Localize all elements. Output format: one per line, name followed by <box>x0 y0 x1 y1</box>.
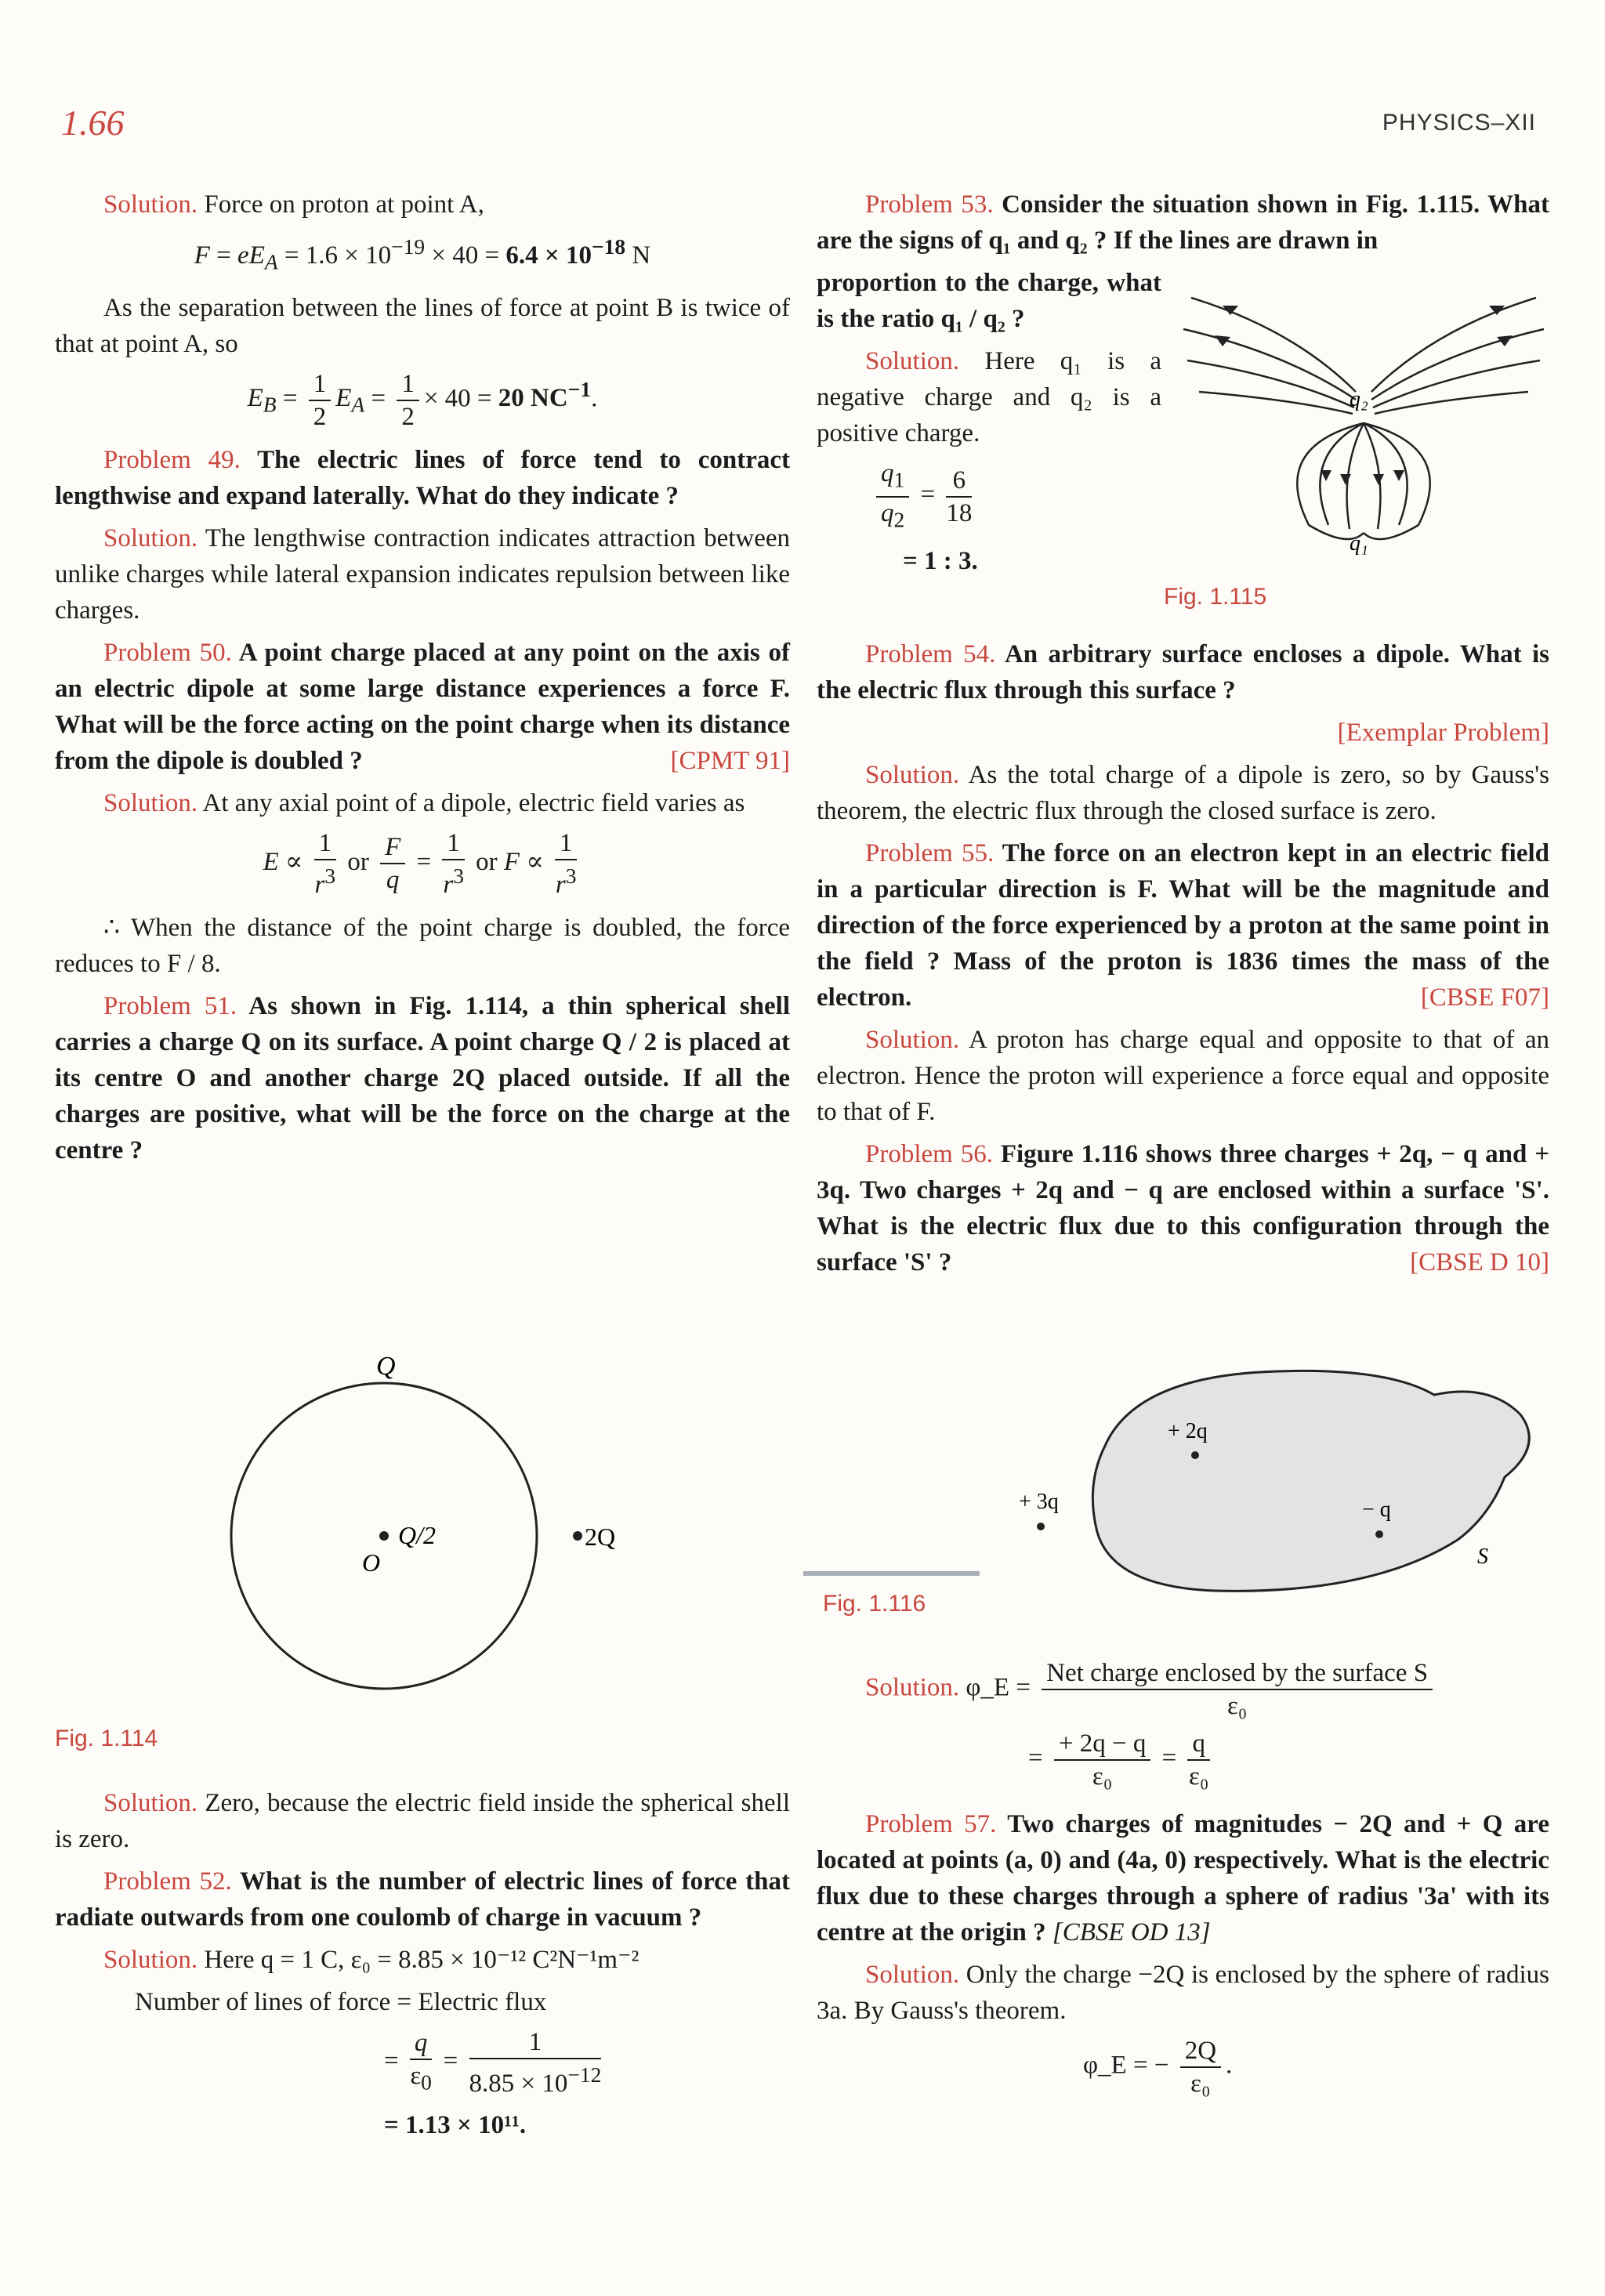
figure-1-114 <box>204 1348 643 1716</box>
problem-text: As shown in Fig. 1.114, a thin spherical shell carries a charge Q on its surface. A point charge Q / 2 is placed at its centre O and another charge 2Q placed outside. If all the charges are positive, what will be the force on the charge at the centre ? <box>55 991 791 1164</box>
left-column-lower <box>55 1785 790 2151</box>
solution-text: Only the charge −2Q is enclosed by the sphere of radius 3a. By Gauss's theorem. <box>817 1961 1550 2025</box>
solution-label: Solution. <box>865 1961 960 1989</box>
equation-denominator: ε₀ <box>1189 1762 1209 1791</box>
charge-2q-label: + 2q <box>1168 1419 1208 1443</box>
right-column-mid <box>817 636 1549 1287</box>
equation-numerator: Net charge enclosed by the surface S <box>1042 1657 1433 1690</box>
equation-denominator: ε₀ <box>1190 2070 1211 2098</box>
charge-minus-q-label: − q <box>1362 1497 1391 1522</box>
problem-55 <box>817 835 1549 1016</box>
problem-text: Figure 1.116 shows three charges + 2q, − q and + 3q. Two charges + 2q and − q are enclosed within a surface 'S'. What is the electric flux due to this configuration through the surface 'S' ? <box>817 1140 1550 1277</box>
equation-proportional: E ∝ $\frac{1}{r^3}$ or $\frac{F}{q}$ = $\frac{1}{r^3}$ or F ∝ $\frac{1}{r^3}$ <box>263 828 577 899</box>
problem-49 <box>55 442 790 514</box>
solution-label: Solution. <box>103 523 198 552</box>
running-head: PHYSICS–XII <box>1382 110 1536 136</box>
problem-label: Problem 51. <box>103 991 237 1020</box>
solution-text: Here q₁ is a negative charge and q₂ is a positive charge. <box>817 347 1161 447</box>
solution-label: Solution. <box>865 1673 960 1702</box>
source-tag: [CBSE F07] <box>1420 983 1549 1012</box>
source-tag: [Exemplar Problem] <box>1337 719 1549 747</box>
equation-numerator: 2Q <box>1180 2035 1221 2068</box>
source-line-54 <box>817 715 1549 751</box>
solution-label: Solution. <box>103 1946 198 1974</box>
equation-denominator: ε₀ <box>1092 1762 1113 1791</box>
solution-text-2: Number of lines of force = Electric flux <box>135 1988 547 2016</box>
solution-48 <box>55 187 790 223</box>
problem-text: An arbitrary surface encloses a dipole. What is the electric flux through this surface ? <box>817 640 1550 704</box>
equation-denominator: ε₀ <box>1226 1692 1248 1720</box>
solution-56 <box>865 1657 1549 1722</box>
solution-52 <box>55 1942 790 1978</box>
outside-charge-label: 2Q <box>585 1523 616 1551</box>
solution-label: Solution. <box>865 761 960 789</box>
solution-text: Force on proton at point A, <box>204 190 484 219</box>
right-column-lower <box>817 1657 1549 2106</box>
problem-53 <box>817 187 1549 259</box>
source-tag: [CPMT 91] <box>670 746 790 775</box>
equation-lhs: φ_E = − <box>1083 2051 1169 2080</box>
q1-label: q₁ <box>1350 531 1368 556</box>
solution-label: Solution. <box>865 1026 960 1054</box>
problem-label: Problem 56. <box>865 1140 993 1168</box>
equation-eb: $E_B$ = $\frac{1}{2}$ $E_A$ = $\frac{1}{2}$ × 40 = 20 $NC^{-1}$. <box>247 369 598 431</box>
solution-text: The lengthwise contraction indicates attraction between unlike charges while lateral expansion indicates repulsion between like charges. <box>55 523 791 625</box>
equation-result: = 1.13 × 10¹¹. <box>384 2111 527 2139</box>
problem-50 <box>55 635 790 779</box>
solution-54 <box>817 757 1549 829</box>
solution-57 <box>817 1957 1549 2029</box>
problem-57 <box>817 1806 1549 1950</box>
solution-50 <box>55 785 790 821</box>
shell-charge-label: Q <box>376 1352 396 1381</box>
gaussian-surface <box>1092 1371 1529 1591</box>
problem-label: Problem 57. <box>865 1810 997 1838</box>
problem-54 <box>817 636 1549 708</box>
charge-minus-q-dot <box>1375 1530 1383 1538</box>
figure-caption-1-115: Fig. 1.115 <box>1164 584 1267 610</box>
problem-label: Problem 54. <box>865 640 996 668</box>
charge-3q-label: + 3q <box>1019 1490 1059 1514</box>
problem-52 <box>55 1863 790 1936</box>
problem-text: The force on an electron kept in an electric field in a particular direction is F. What will be the magnitude and direction of the force experienced by a proton at the same point in the field ? Mass of the proton is 1836 times the mass of the electron. <box>817 839 1549 1012</box>
left-column <box>55 187 790 1175</box>
source-tag: [CBSE OD 13] <box>1052 1918 1211 1947</box>
equation-flux: = $\frac{q}{\varepsilon_0}$ = $\frac{1}{8.85 \times 10^{-12}}$ <box>384 2028 602 2098</box>
solution-text: Here q = 1 C, ε₀ = 8.85 × 10⁻¹² C²N⁻¹m⁻² <box>204 1946 639 1974</box>
center-charge-dot <box>379 1531 389 1541</box>
problem-text: What is the number of electric lines of force that radiate outwards from one coulomb of charge in vacuum ? <box>55 1867 790 1932</box>
problem-text: Two charges of magnitudes − 2Q and + Q are located at points (a, 0) and (4a, 0) respectively. What is the electric flux due to these charges through a sphere of radius '3a' with its centre at the origin ? <box>817 1810 1549 1947</box>
problem-text-2: proportion to the charge, what is the ratio q₁ / q₂ ? <box>817 269 1161 333</box>
figure-caption-1-116: Fig. 1.116 <box>823 1591 926 1617</box>
solution-text-2: ∴ When the distance of the point charge is doubled, the force reduces to F / 8. <box>55 913 790 978</box>
figure-rule <box>803 1571 980 1576</box>
figure-1-115 <box>1176 274 1552 556</box>
equation-numerator: + 2q − q <box>1054 1728 1150 1761</box>
equation-flux-57: φ_E = − $\frac{2Q}{\text{ε₀}}$ . <box>1083 2037 1233 2098</box>
equation-force: $F = eE_A = 1.6 \times 10^{-19} \times 40 = 6.4 \times 10^{-18}$ N <box>194 234 651 274</box>
solution-label: Solution. <box>865 347 960 375</box>
problem-text: The electric lines of force tend to contract lengthwise and expand laterally. What do they indicate ? <box>55 445 790 510</box>
solution-53 <box>817 343 1161 451</box>
q2-label: q₂ <box>1350 387 1368 411</box>
outside-charge-dot <box>573 1531 582 1541</box>
solution-49 <box>55 520 790 628</box>
equation-lhs: φ_E = <box>966 1673 1031 1702</box>
problem-label: Problem 52. <box>103 1867 232 1896</box>
problem-label: Problem 50. <box>103 638 232 667</box>
equation-numerator: q <box>1187 1728 1210 1761</box>
equation-ratio: $\frac{q_1}{q_2}$ = $\frac{6}{18}$ <box>871 458 1549 535</box>
surface-label: S <box>1477 1545 1488 1569</box>
charge-2q-dot <box>1191 1451 1199 1459</box>
problem-text: Consider the situation shown in Fig. 1.115. What are the signs of q₁ and q₂ ? If the lines are drawn in <box>817 190 1549 255</box>
solution-51 <box>55 1785 790 1857</box>
figure-caption-1-114: Fig. 1.114 <box>55 1726 158 1751</box>
figure-1-116 <box>1019 1360 1552 1610</box>
page-number: 1.66 <box>61 103 125 143</box>
solution-text: A proton has charge equal and opposite to that of an electron. Hence the proton will experience a force equal and opposite to that of F. <box>817 1026 1550 1126</box>
solution-label: Solution. <box>103 190 198 219</box>
equation-result: = 1 : 3. <box>903 547 978 576</box>
problem-label: Problem 55. <box>865 839 995 867</box>
source-tag: [CBSE D 10] <box>1410 1248 1549 1277</box>
center-charge-label: Q/2 <box>398 1521 436 1549</box>
solution-55 <box>817 1022 1549 1130</box>
solution-label: Solution. <box>103 788 198 817</box>
solution-text: As the total charge of a dipole is zero, so by Gauss's theorem, the electric flux through the closed surface is zero. <box>817 761 1549 825</box>
solution-text-2: As the separation between the lines of force at point B is twice of that at point A, so <box>55 293 790 358</box>
problem-text: A point charge placed at any point on the axis of an electric dipole at some large distance experiences a force F. What will be the force acting on the point charge when its distance from the dipole is doubled ? <box>55 638 791 775</box>
solution-text: At any axial point of a dipole, electric field varies as <box>202 788 745 817</box>
problem-51 <box>55 988 790 1168</box>
solution-text: Zero, because the electric field inside the spherical shell is zero. <box>55 1789 790 1853</box>
problem-label: Problem 49. <box>103 445 241 474</box>
problem-56 <box>817 1136 1549 1280</box>
equation-flux-56: = $\frac{+ 2q - q}{\text{ε₀}}$ = $\frac{q}{\text{ε₀}}$ <box>1028 1729 1209 1791</box>
problem-label: Problem 53. <box>865 190 994 219</box>
charge-3q-dot <box>1037 1523 1045 1530</box>
solution-label: Solution. <box>103 1789 198 1817</box>
origin-label: O <box>362 1548 381 1577</box>
